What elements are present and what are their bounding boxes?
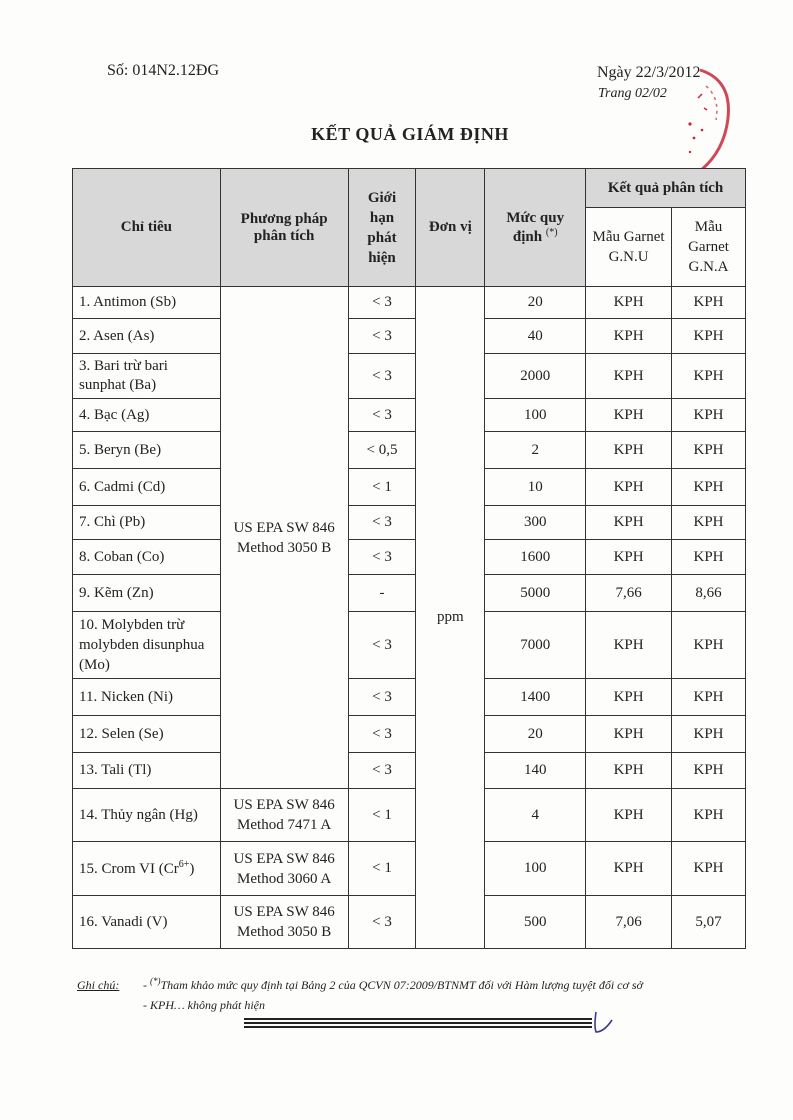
notes [77, 971, 643, 1015]
row-name-tail: ) [189, 861, 195, 877]
results-table [72, 168, 746, 949]
row-result-gna: KPH [672, 399, 746, 432]
note-2-text: KPH… không phát hiện [150, 998, 265, 1012]
row-result-gna: KPH [672, 789, 746, 842]
row-result-gna: KPH [672, 469, 746, 506]
row-level: 20 [485, 716, 586, 753]
row-result-gna: KPH [672, 506, 746, 540]
note-line-1 [77, 971, 643, 995]
row-level: 10 [485, 469, 586, 506]
row-result-gna: KPH [672, 432, 746, 469]
row-level: 2000 [485, 354, 586, 399]
row-name: 4. Bạc (Ag) [73, 399, 221, 432]
closing-rule [244, 1018, 592, 1030]
row-limit: < 3 [348, 506, 416, 540]
row-result-gnu: KPH [586, 354, 672, 399]
header-method: Phương pháp phân tích [220, 169, 348, 287]
row-level: 300 [485, 506, 586, 540]
row-level: 2 [485, 432, 586, 469]
row-level: 1600 [485, 540, 586, 575]
row-limit: < 3 [348, 540, 416, 575]
row-limit: < 1 [348, 842, 416, 896]
row-result-gnu: 7,66 [586, 575, 672, 612]
header-sample-gna: Mẫu Garnet G.N.A [672, 208, 746, 287]
row-name: 7. Chì (Pb) [73, 506, 221, 540]
row-limit: < 3 [348, 679, 416, 716]
row-result-gnu: 7,06 [586, 896, 672, 949]
row-level: 5000 [485, 575, 586, 612]
row-result-gna: KPH [672, 540, 746, 575]
row-level: 100 [485, 399, 586, 432]
row-name: 1. Antimon (Sb) [73, 287, 221, 319]
row-name: 14. Thủy ngân (Hg) [73, 789, 221, 842]
row-name-text: 15. Crom VI (Cr [79, 861, 179, 877]
row-name: 9. Kẽm (Zn) [73, 575, 221, 612]
row-result-gnu: KPH [586, 287, 672, 319]
row-limit: < 3 [348, 896, 416, 949]
row-name [73, 842, 221, 896]
row-result-gnu: KPH [586, 319, 672, 354]
row-result-gna: KPH [672, 679, 746, 716]
row-limit: < 3 [348, 287, 416, 319]
row-limit: < 3 [348, 319, 416, 354]
row-name: 13. Tali (Tl) [73, 753, 221, 789]
row-result-gnu: KPH [586, 789, 672, 842]
method-cell: US EPA SW 846 Method 3050 B [220, 287, 348, 789]
unit-cell: ppm [416, 287, 485, 949]
page-number: Trang 02/02 [598, 86, 667, 101]
header-sample-gnu: Mẫu Garnet G.N.U [586, 208, 672, 287]
note-bullet: - [143, 978, 150, 992]
header-regulated-level [485, 169, 586, 287]
row-level: 4 [485, 789, 586, 842]
row-limit: < 3 [348, 354, 416, 399]
page-title: KẾT QUẢ GIÁM ĐỊNH [311, 124, 509, 144]
row-level: 7000 [485, 612, 586, 679]
row-result-gna: KPH [672, 753, 746, 789]
row-name: 16. Vanadi (V) [73, 896, 221, 949]
row-result-gnu: KPH [586, 506, 672, 540]
row-level: 140 [485, 753, 586, 789]
row-limit: < 3 [348, 612, 416, 679]
note-bullet: - [143, 998, 150, 1012]
row-result-gnu: KPH [586, 540, 672, 575]
row-result-gnu: KPH [586, 469, 672, 506]
row-name: 12. Selen (Se) [73, 716, 221, 753]
row-name: 3. Bari trừ bari sunphat (Ba) [73, 354, 221, 399]
header-indicator: Chỉ tiêu [73, 169, 221, 287]
row-level: 500 [485, 896, 586, 949]
row-result-gnu: KPH [586, 753, 672, 789]
row-result-gnu: KPH [586, 716, 672, 753]
row-result-gnu: KPH [586, 399, 672, 432]
row-limit: < 3 [348, 399, 416, 432]
row-level: 40 [485, 319, 586, 354]
document-number: Số: 014N2.12ĐG [107, 62, 220, 79]
row-name: 8. Coban (Co) [73, 540, 221, 575]
row-result-gna: KPH [672, 716, 746, 753]
row-limit: < 1 [348, 789, 416, 842]
row-result-gnu: KPH [586, 679, 672, 716]
row-name: 2. Asen (As) [73, 319, 221, 354]
header-results: Kết quả phân tích [586, 169, 746, 208]
row-result-gnu: KPH [586, 432, 672, 469]
note-line-2 [77, 995, 643, 1015]
row-result-gna: KPH [672, 842, 746, 896]
row-name: 10. Molybden trừ molybden disunphua (Mo) [73, 612, 221, 679]
row-limit: - [348, 575, 416, 612]
row-result-gna: KPH [672, 354, 746, 399]
row-result-gnu: KPH [586, 612, 672, 679]
row-limit: < 3 [348, 753, 416, 789]
header-detection-limit: Giới hạn phát hiện [348, 169, 416, 287]
note-1-text: Tham khảo mức quy định tại Bảng 2 của QCVN 07:2009/BTNMT đối với Hàm lượng tuyệt đối cơ sở [160, 978, 643, 992]
row-limit: < 3 [348, 716, 416, 753]
row-level: 20 [485, 287, 586, 319]
row-limit: < 0,5 [348, 432, 416, 469]
row-result-gna: KPH [672, 287, 746, 319]
method-cell: US EPA SW 846 Method 3050 B [220, 896, 348, 949]
row-name: 5. Beryn (Be) [73, 432, 221, 469]
row-name: 6. Cadmi (Cd) [73, 469, 221, 506]
row-result-gna: 5,07 [672, 896, 746, 949]
row-limit: < 1 [348, 469, 416, 506]
row-name-sup: 6+ [178, 859, 190, 870]
row-result-gna: KPH [672, 612, 746, 679]
row-name: 11. Nicken (Ni) [73, 679, 221, 716]
document-date: Ngày 22/3/2012 [597, 64, 701, 81]
row-level: 1400 [485, 679, 586, 716]
row-result-gna: 8,66 [672, 575, 746, 612]
row-level: 100 [485, 842, 586, 896]
method-cell: US EPA SW 846 Method 3060 A [220, 842, 348, 896]
method-cell: US EPA SW 846 Method 7471 A [220, 789, 348, 842]
header-regulated-mark: (*) [545, 226, 558, 238]
row-result-gnu: KPH [586, 842, 672, 896]
red-seal-stamp [660, 58, 760, 178]
signature-mark [590, 1008, 616, 1036]
row-result-gna: KPH [672, 319, 746, 354]
header-regulated-level-label: Mức quy định [506, 209, 565, 245]
header-unit: Đơn vị [416, 169, 485, 287]
note-label: Ghi chú: [77, 978, 120, 992]
note-mark: (*) [150, 976, 161, 986]
